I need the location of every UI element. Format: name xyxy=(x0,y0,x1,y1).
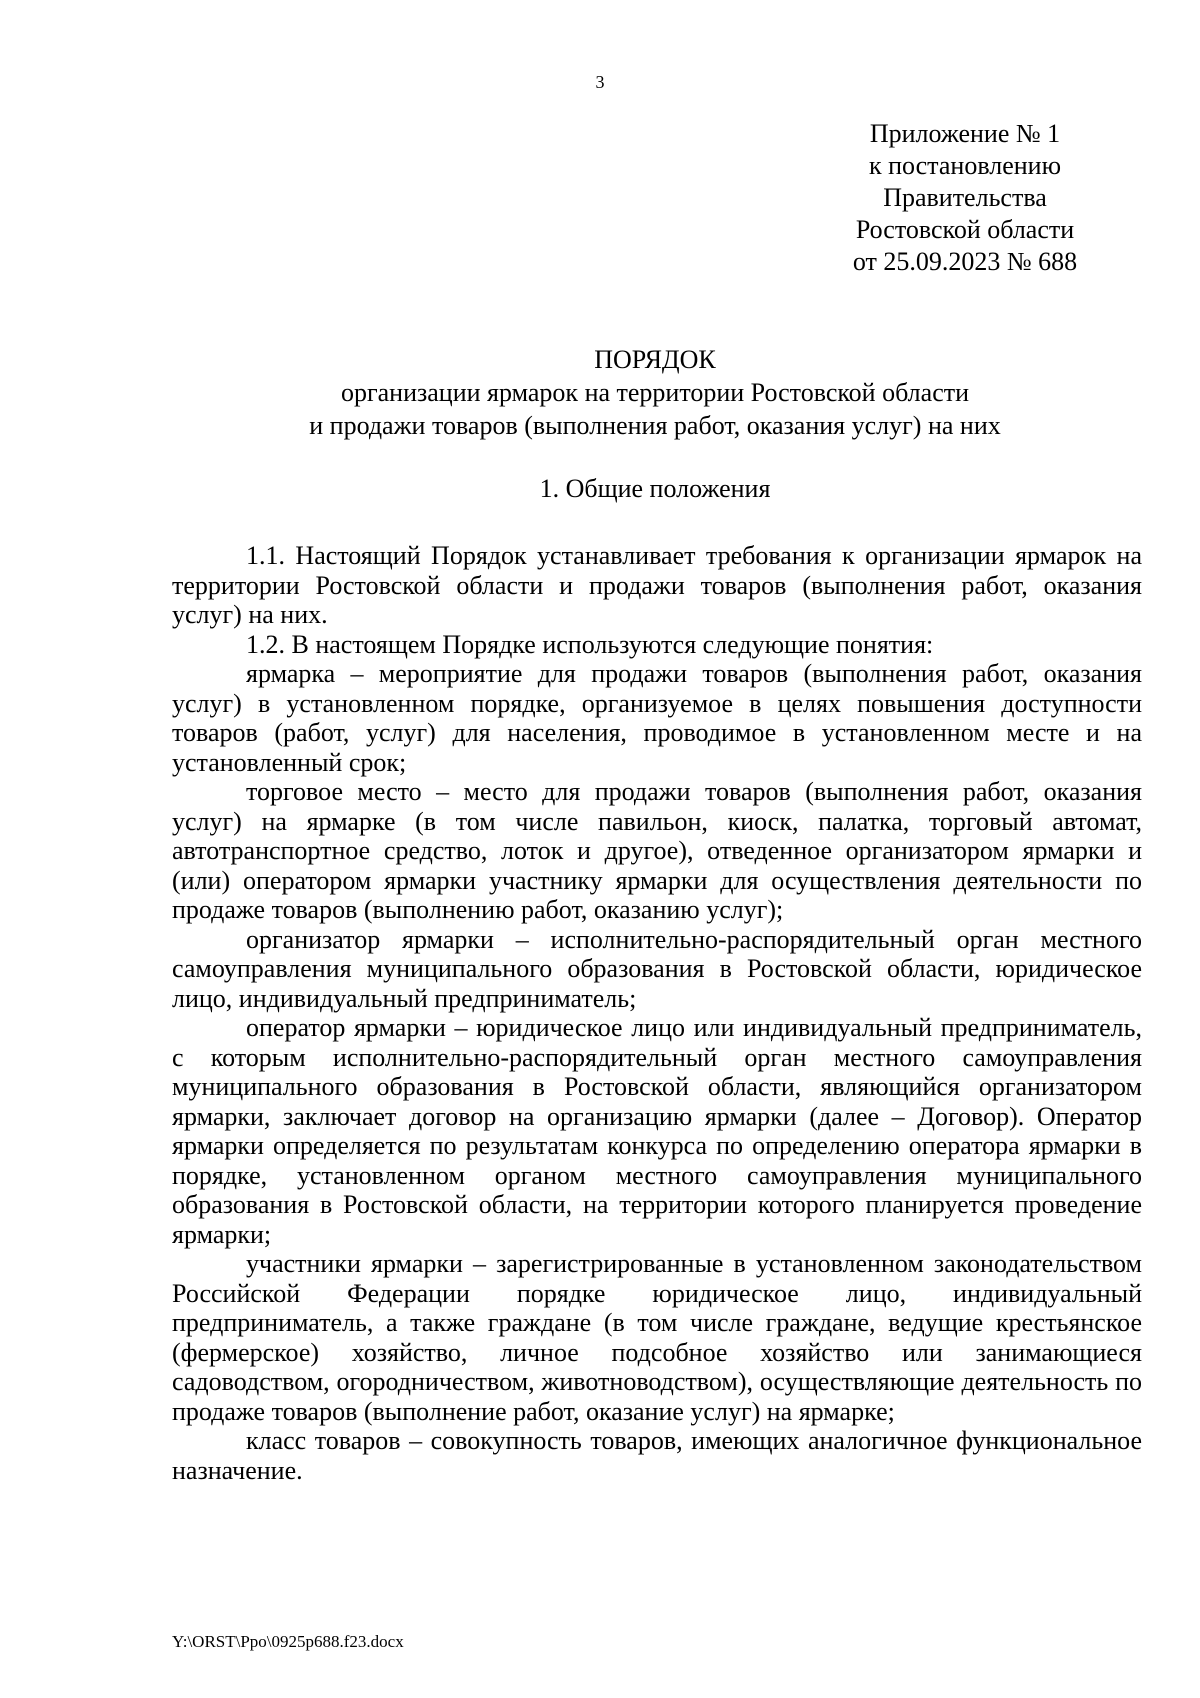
paragraph: ярмарка – мероприятие для продажи товаров (выполнения работ, оказания услуг) в установленном порядке, организуемое в целях повышения доступности товаров (работ, услуг) для населения, проводимое в установленном месте и на установленный срок; xyxy=(172,659,1142,777)
section-heading: 1. Общие положения xyxy=(539,474,771,503)
appendix-header xyxy=(815,118,1115,278)
paragraph: класс товаров – совокупность товаров, имеющих аналогичное функциональное назначение. xyxy=(172,1426,1142,1485)
appendix-line: Приложение № 1 xyxy=(869,119,1061,148)
paragraph: участники ярмарки – зарегистрированные в установленном законодательством Российской Федерации порядке юридическое лицо, индивидуальный предприниматель, а также граждане (в том числе граждане, ведущие крестьянское (фермерское) хозяйство, личное подсобное хозяйство или занимающиеся садоводством, огородничеством, животноводством), осуществляющие деятельность по продаже товаров (выполнение работ, оказание услуг) на ярмарке; xyxy=(172,1249,1142,1426)
paragraph: 1.1. Настоящий Порядок устанавливает требования к организации ярмарок на территории Ростовской области и продажи товаров (выполнения работ, оказания услуг) на них. xyxy=(172,541,1142,629)
document-title xyxy=(170,343,1140,442)
title-subtitle: и продажи товаров (выполнения работ, оказания услуг) на них xyxy=(309,411,1001,440)
paragraph: 1.2. В настоящем Порядке используются следующие понятия: xyxy=(246,629,934,659)
appendix-line: от 25.09.2023 № 688 xyxy=(852,247,1078,276)
appendix-line: к постановлению xyxy=(868,151,1062,180)
appendix-line: Ростовской области xyxy=(855,215,1075,244)
document-body xyxy=(172,541,1142,1485)
title-main: ПОРЯДОК xyxy=(594,345,716,374)
title-subtitle: организации ярмарок на территории Ростовской области xyxy=(340,378,970,407)
footer-file-path: Y:\ORST\Ppo\0925p688.f23.docx xyxy=(172,1632,404,1651)
paragraph: торговое место – место для продажи товаров (выполнения работ, оказания услуг) на ярмарке (в том числе павильон, киоск, палатка, торговый автомат, автотранспортное средство, лоток и другое), отведенное организатором ярмарки и (или) оператором ярмарки участнику ярмарки для осуществления деятельности по продаже товаров (выполнению работ, оказанию услуг); xyxy=(172,777,1142,924)
paragraph: оператор ярмарки – юридическое лицо или индивидуальный предприниматель, с которым исполнительно-распорядительный орган местного самоуправления муниципального образования в Ростовской области, являющийся организатором ярмарки, заключает договор на организацию ярмарки (далее – Договор). Оператор ярмарки определяется по результатам конкурса по определению оператора ярмарки в порядке, установленном органом местного самоуправления муниципального образования в Ростовской области, на территории которого планируется проведение ярмарки; xyxy=(172,1013,1142,1249)
appendix-line: Правительства xyxy=(883,183,1047,212)
page-number: 3 xyxy=(595,72,605,92)
paragraph: организатор ярмарки – исполнительно-распорядительный орган местного самоуправления муниципального образования в Ростовской области, юридическое лицо, индивидуальный предприниматель; xyxy=(172,924,1142,1013)
